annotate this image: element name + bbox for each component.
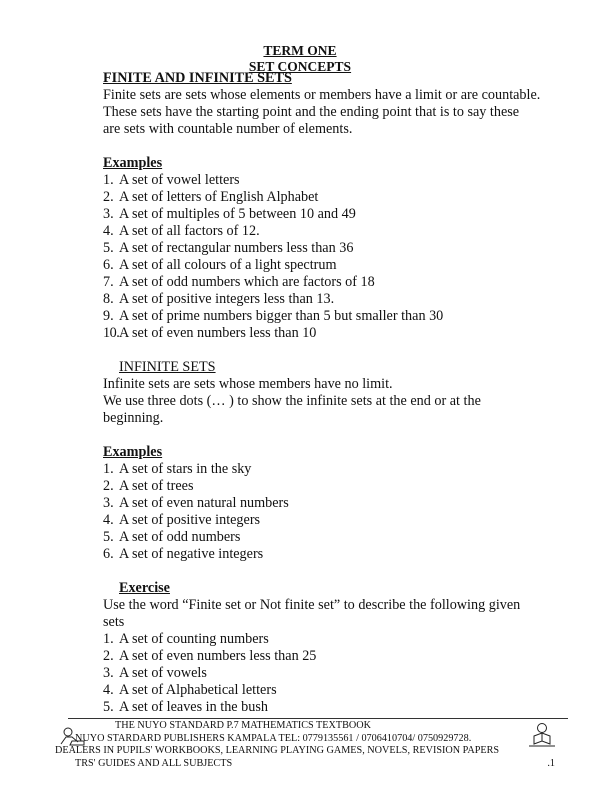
list-item: 1. A set of vowel letters [103,172,240,188]
list-item: 4. A set of all factors of 12. [103,223,260,239]
list-item: 3. A set of even natural numbers [103,495,289,511]
list-item: 8. A set of positive integers less than 13. [103,291,335,307]
finite-paragraph-line-3: are sets with countable number of elements. [103,121,353,137]
footer-book-title: THE NUYO STANDARD P.7 MATHEMATICS TEXTBOOK [115,720,371,731]
list-item: 2. A set of letters of English Alphabet [103,189,319,205]
list-item: 4. A set of Alphabetical letters [103,682,277,698]
list-item: 9. A set of prime numbers bigger than 5 but smaller than 30 [103,308,444,324]
list-item: 5. A set of odd numbers [103,529,241,545]
list-item: 6. A set of negative integers [103,546,264,562]
exercise-heading: Exercise [119,580,170,596]
infinite-line-3: beginning. [103,410,164,426]
list-item: 3. A set of vowels [103,665,207,681]
footer-divider [68,718,568,719]
footer-last-line [55,758,555,771]
infinite-examples-heading: Examples [103,444,163,460]
exercise-instruction-line-2: sets [103,614,125,630]
topic-title: SET CONCEPTS [248,59,352,74]
finite-paragraph-line-1: Finite sets are sets whose elements or members have a limit or are countable. [103,87,541,103]
list-item: 7. A set of odd numbers which are factors of 18 [103,274,375,290]
infinite-examples-list [103,461,573,563]
exercise-instruction-line-1: Use the word “Finite set or Not finite set” to describe the following given [103,597,521,613]
list-item: 1. A set of counting numbers [103,631,269,647]
finite-paragraph-line-2: These sets have the starting point and the ending point that is to say these [103,104,520,120]
infinite-line-2: We use three dots (… ) to show the infinite sets at the end or at the [103,393,481,409]
footer-guides: TRS' GUIDES AND ALL SUBJECTS [75,757,233,769]
list-item: 2. A set of trees [103,478,194,494]
list-item: 1. A set of stars in the sky [103,461,252,477]
page-number: .1 [547,757,555,769]
list-item: 5. A set of rectangular numbers less than 36 [103,240,354,256]
footer-dealers: DEALERS IN PUPILS' WORKBOOKS, LEARNING PLAYING GAMES, NOVELS, REVISION PAPERS [55,745,500,757]
list-item: 10. A set of even numbers less than 10 [103,325,317,341]
finite-examples-list [103,172,573,342]
list-item: 6. A set of all colours of a light spectrum [103,257,337,273]
list-item: 2. A set of even numbers less than 25 [103,648,317,664]
infinite-line-1: Infinite sets are sets whose members have no limit. [103,376,393,392]
list-item: 5. A set of leaves in the bush [103,699,268,715]
page-footer [55,720,555,770]
list-item: 3. A set of multiples of 5 between 10 and 49 [103,206,356,222]
finite-heading: FINITE AND INFINITE SETS [103,70,292,86]
exercise-list [103,631,573,716]
list-item: 4. A set of positive integers [103,512,261,528]
page-body [103,70,573,716]
term-title: TERM ONE [263,43,337,58]
finite-examples-heading: Examples [103,155,163,171]
footer-publisher: NUYO STARDARD PUBLISHERS KAMPALA TEL: 0779135561 / 0706410704/ 0750929728. [75,732,472,744]
infinite-heading: INFINITE SETS [119,359,216,375]
